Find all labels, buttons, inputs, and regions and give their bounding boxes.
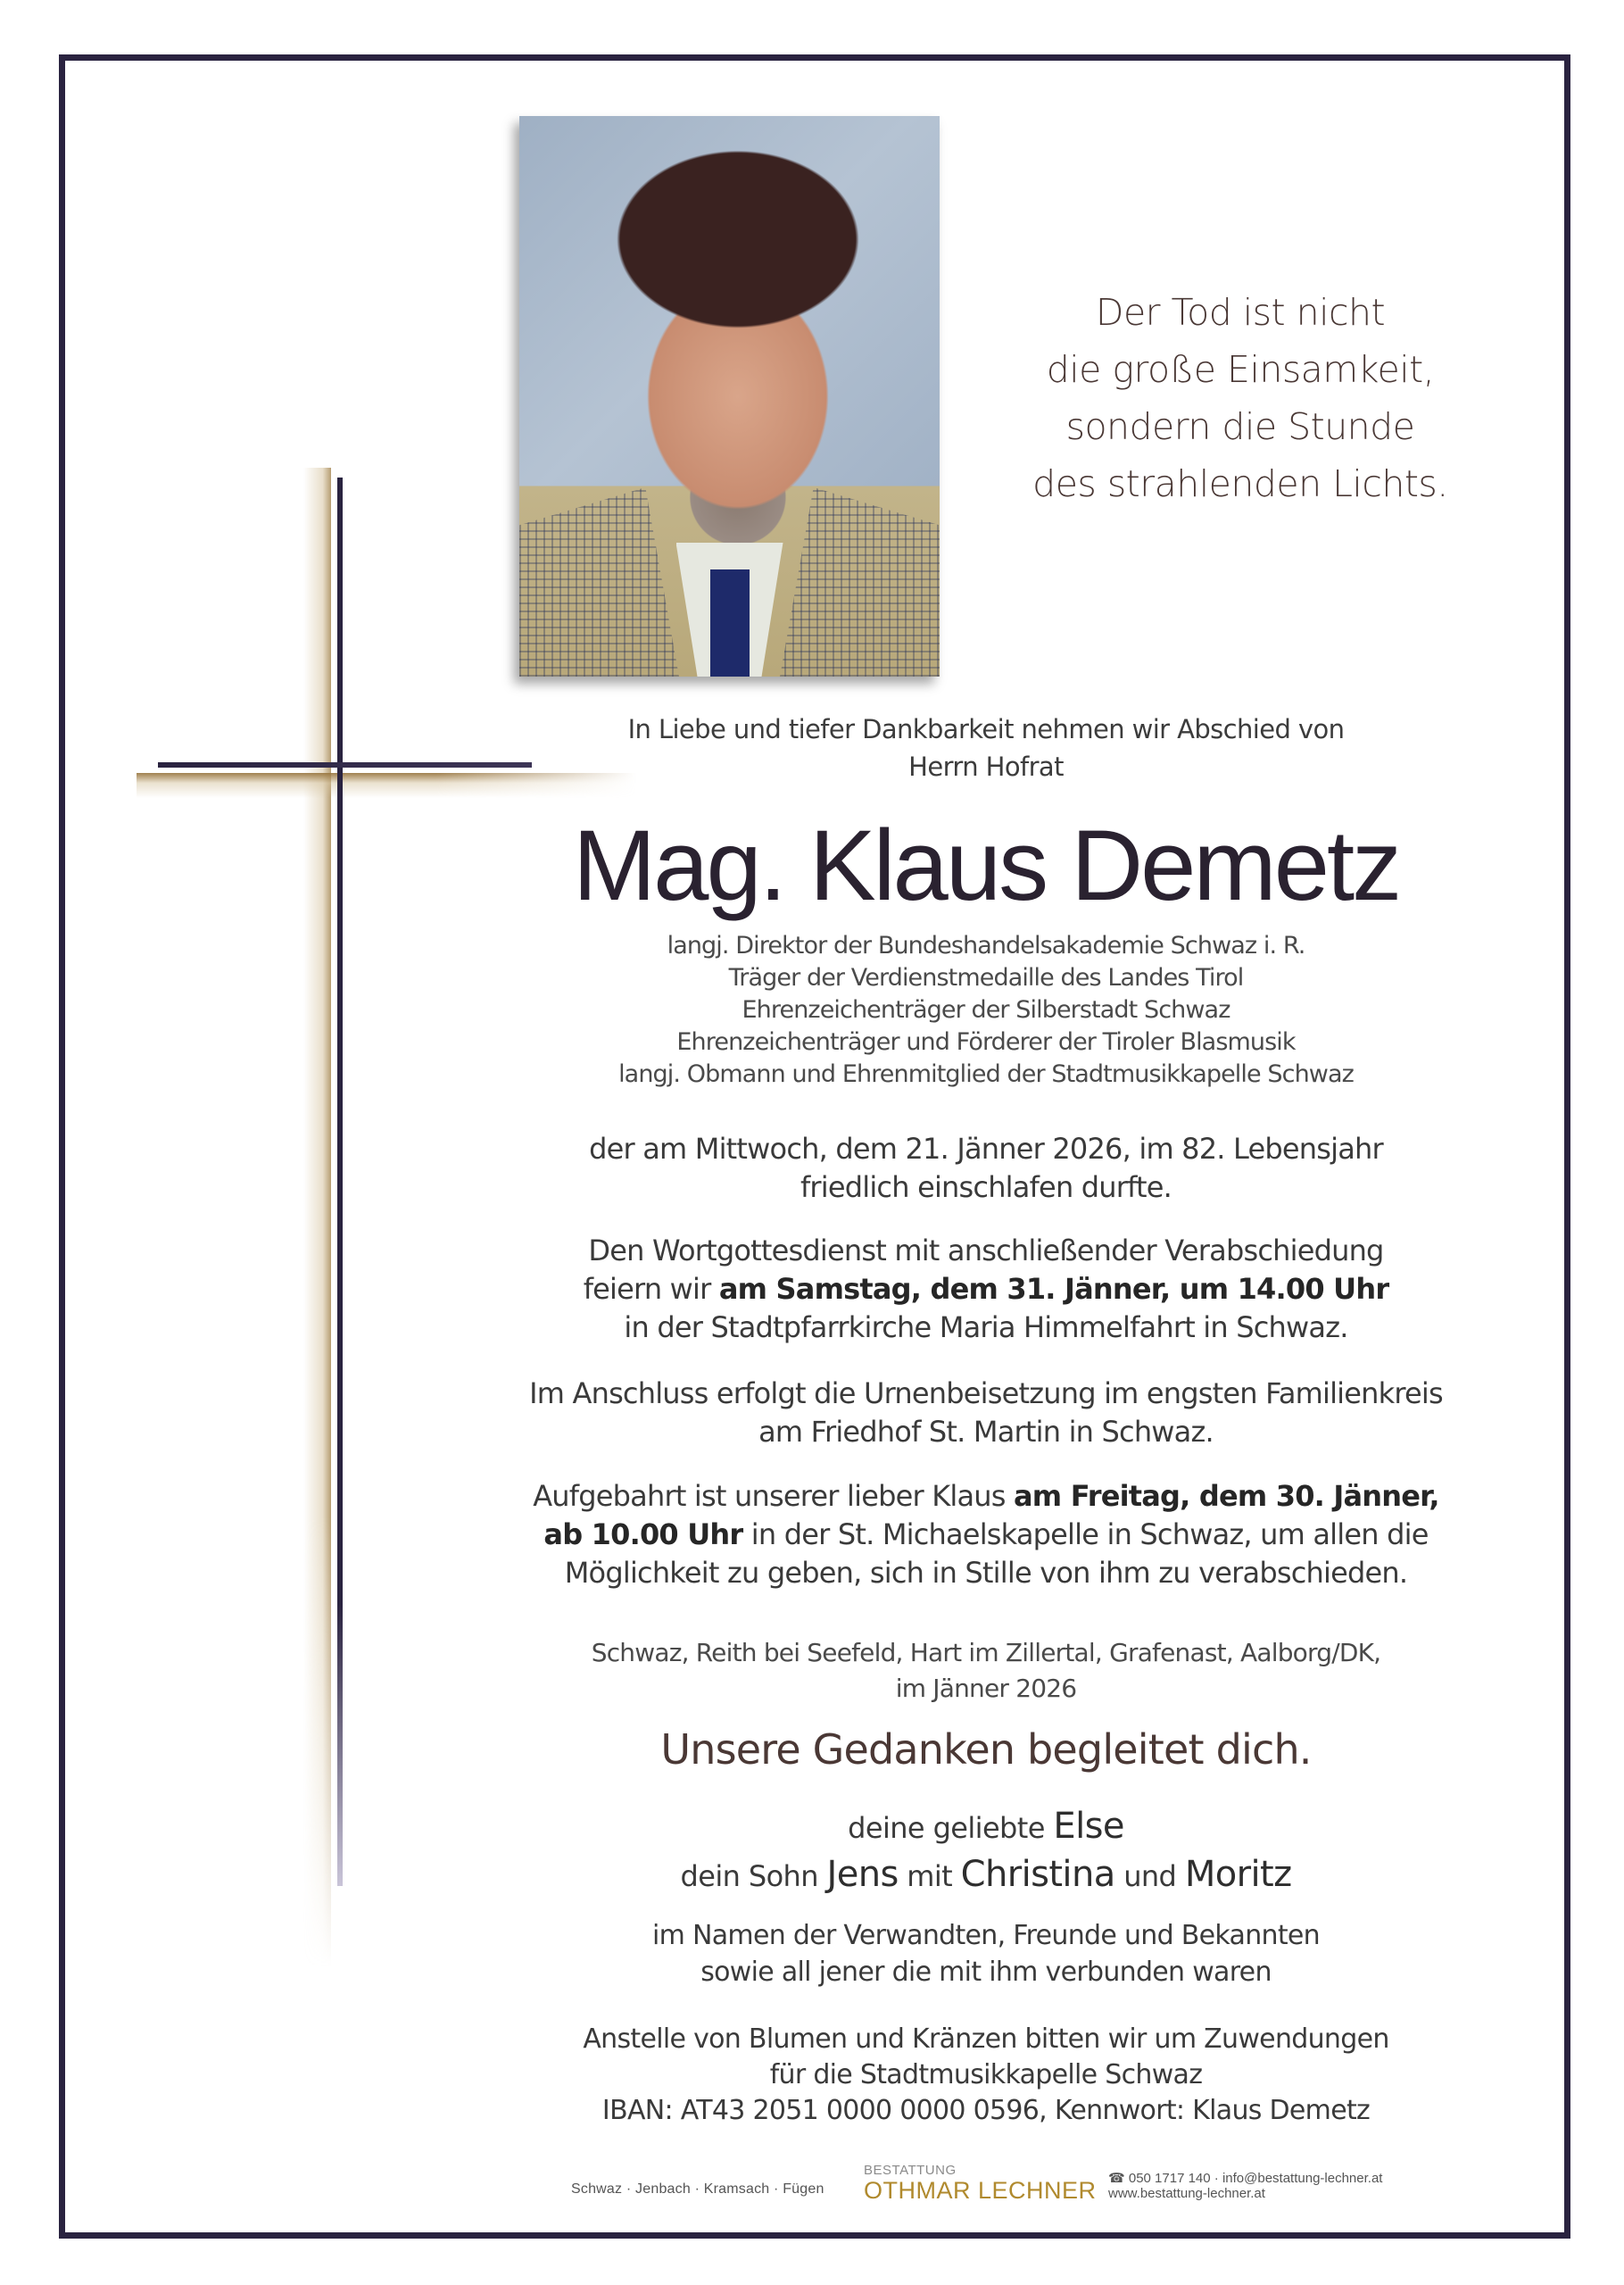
title-item: langj. Obmann und Ehrenmitglied der Stadtmusikkapelle Schwaz <box>618 1060 1354 1088</box>
cross-vertical-bar <box>337 478 343 1886</box>
burial-line: am Friedhof St. Martin in Schwaz. <box>758 1415 1214 1449</box>
title-item: Ehrenzeichenträger der Silberstadt Schwaz <box>742 996 1230 1024</box>
family-name: Else <box>1053 1806 1124 1847</box>
death-line: friedlich einschlafen durfte. <box>800 1170 1172 1204</box>
donation-line: Anstelle von Blumen und Kränzen bitten wir um Zuwendungen <box>583 2023 1389 2055</box>
photo-tie <box>710 569 750 677</box>
viewing-notice <box>500 1477 1472 1592</box>
title-item: langj. Direktor der Bundeshandelsakademie Schwaz i. R. <box>667 932 1305 960</box>
contact-phone-email[interactable]: 050 1717 140 · info@bestattung-lechner.at <box>1124 2171 1383 2186</box>
family-text: deine geliebte <box>848 1811 1054 1845</box>
quote-line: die große Einsamkeit, <box>1046 348 1435 391</box>
viewing-line <box>500 1477 1472 1516</box>
burial-notice <box>500 1375 1472 1451</box>
service-text: feiern wir <box>583 1272 719 1306</box>
logo-subtitle: BESTATTUNG <box>864 2163 957 2178</box>
viewing-time: ab 10.00 Uhr <box>543 1517 743 1551</box>
deceased-name: Mag. Klaus Demetz <box>572 810 1400 921</box>
intro-text <box>500 710 1472 785</box>
quote-line: sondern die Stunde <box>1065 405 1415 448</box>
place-date <box>500 1635 1472 1707</box>
footer-locations: Schwaz · Jenbach · Kramsach · Fügen <box>571 2181 824 2197</box>
viewing-line <box>500 1516 1472 1554</box>
donation-request <box>500 2022 1472 2129</box>
portrait-photo <box>519 116 940 677</box>
burial-line: Im Anschluss erfolgt die Urnenbeisetzung im engsten Familienkreis <box>529 1376 1443 1410</box>
viewing-date: am Freitag, dem 30. Jänner, <box>1014 1479 1439 1513</box>
family-line <box>500 1803 1472 1851</box>
family-name: Moritz <box>1184 1854 1292 1895</box>
contact-line <box>1108 2171 1382 2186</box>
relatives-note <box>500 1917 1472 1990</box>
quote-line: des strahlenden Lichts. <box>1032 462 1448 505</box>
intro-line: In Liebe und tiefer Dankbarkeit nehmen wir Abschied von <box>627 714 1345 744</box>
relatives-line: im Namen der Verwandten, Freunde und Bekannten <box>652 1920 1320 1951</box>
service-date: am Samstag, dem 31. Jänner, um 14.00 Uhr <box>718 1272 1389 1306</box>
places-line: Schwaz, Reith bei Seefeld, Hart im Zillertal, Grafenast, Aalborg/DK, <box>591 1638 1381 1667</box>
family-text: und <box>1114 1859 1185 1893</box>
title-item: Ehrenzeichenträger und Förderer der Tiroler Blasmusik <box>676 1028 1296 1056</box>
viewing-text: in der St. Michaelskapelle in Schwaz, um allen die <box>742 1517 1429 1551</box>
death-notice <box>500 1130 1472 1207</box>
funeral-home-logo <box>864 2164 1097 2203</box>
family-name: Christina <box>960 1854 1115 1895</box>
titles-list <box>500 930 1472 1091</box>
viewing-text: Aufgebahrt ist unserer lieber Klaus <box>533 1479 1015 1513</box>
title-item: Träger der Verdienstmedaille des Landes Tirol <box>728 964 1244 992</box>
family-line <box>500 1851 1472 1899</box>
date-line: im Jänner 2026 <box>895 1674 1077 1703</box>
website-link[interactable]: www.bestattung-lechner.at <box>1108 2186 1265 2201</box>
service-line <box>500 1270 1472 1309</box>
viewing-line: Möglichkeit zu geben, sich in Stille von ihm zu verabschieden. <box>564 1556 1408 1590</box>
death-line: der am Mittwoch, dem 21. Jänner 2026, im 82. Lebensjahr <box>589 1132 1383 1166</box>
phone-icon: ☎ <box>1108 2171 1125 2186</box>
memorial-quote <box>999 284 1481 512</box>
family-list <box>500 1803 1472 1899</box>
quote-line: Der Tod ist nicht <box>1095 291 1386 334</box>
relatives-line: sowie all jener die mit ihm verbunden waren <box>700 1957 1272 1988</box>
intro-honorific: Herrn Hofrat <box>908 752 1064 782</box>
cross-shadow-vertical <box>303 468 331 1967</box>
family-text: dein Sohn <box>680 1859 827 1893</box>
donation-line: für die Stadtmusikkapelle Schwaz <box>769 2059 1203 2090</box>
farewell-line: Unsere Gedanken begleitet dich. <box>660 1725 1312 1774</box>
footer-contact <box>1108 2171 1382 2201</box>
family-text: mit <box>898 1859 961 1893</box>
logo-title: OTHMAR LECHNER <box>864 2177 1097 2204</box>
service-line: Den Wortgottesdienst mit anschließender Verabschiedung <box>588 1234 1384 1267</box>
iban-line: IBAN: AT43 2051 0000 0000 0596, Kennwort: Klaus Demetz <box>601 2095 1371 2126</box>
cross-horizontal-bar <box>158 762 532 768</box>
service-notice <box>500 1232 1472 1347</box>
service-line: in der Stadtpfarrkirche Maria Himmelfahrt in Schwaz. <box>624 1310 1348 1344</box>
family-name: Jens <box>826 1854 899 1895</box>
